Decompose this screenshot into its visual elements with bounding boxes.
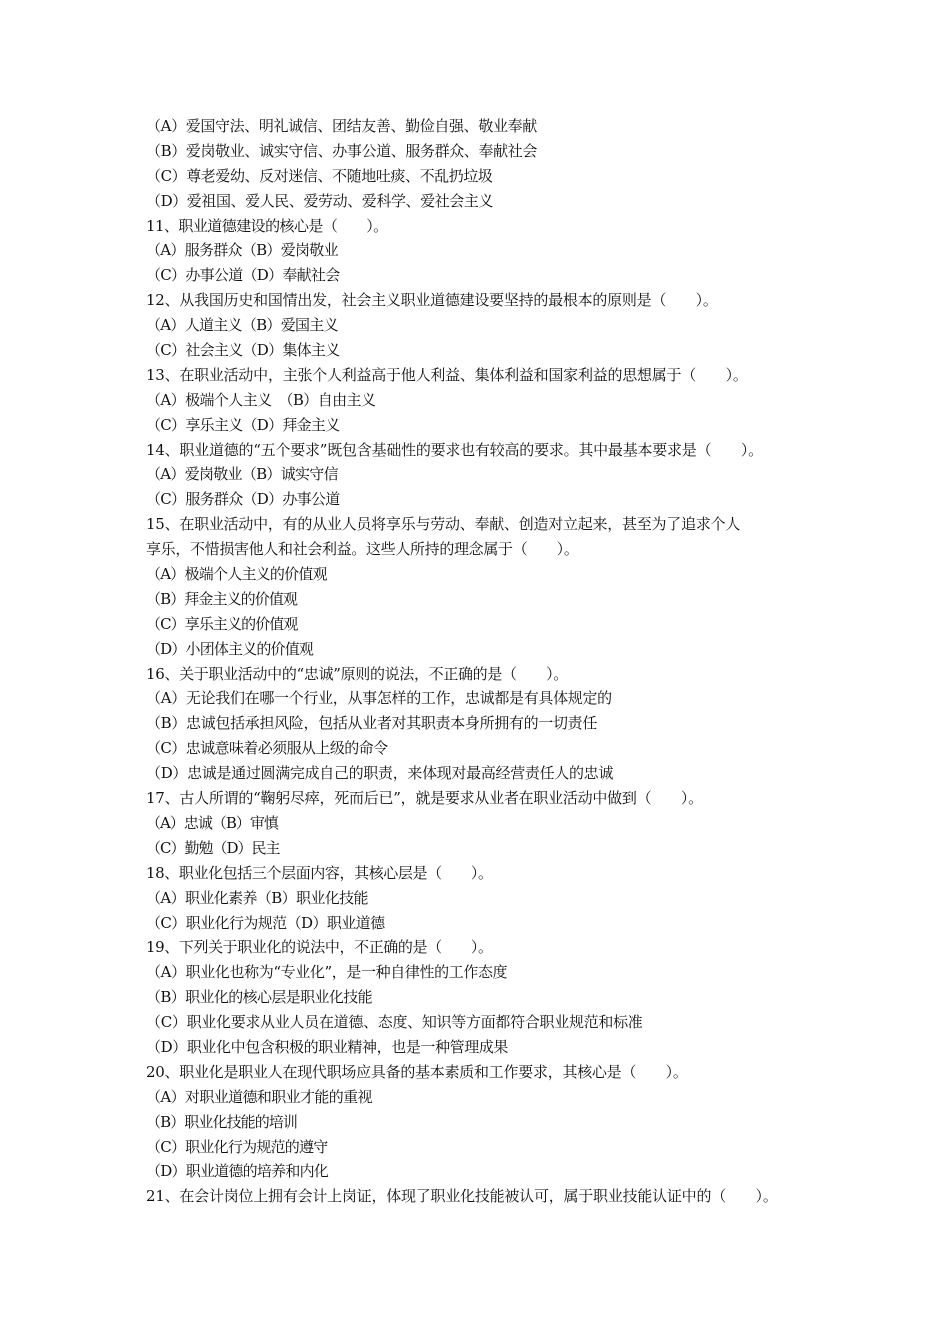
text-line: （A）职业化也称为“专业化”，是一种自律性的工作态度 — [146, 963, 508, 982]
text-line: （A）爱国守法、明礼诚信、团结友善、勤俭自强、敬业奉献 — [146, 117, 537, 135]
text-line: （D）忠诚是通过圆满完成自己的职责，来体现对最高经营责任人的忠诚 — [146, 764, 614, 783]
text-line: （D）职业道德的培养和内化 — [146, 1162, 329, 1181]
document-body — [146, 114, 826, 1209]
text-line: （C）忠诚意味着必须服从上级的命令 — [146, 739, 388, 758]
text-line: （B）职业化技能的培训 — [146, 1112, 298, 1131]
text-line: （C）享乐主义（D）拜金主义 — [146, 415, 340, 434]
text-line: 享乐，不惜损害他人和社会利益。这些人所持的理念属于（ ）。 — [146, 540, 579, 559]
text-line: （D）爱祖国、爱人民、爱劳动、爱科学、爱社会主义 — [146, 191, 494, 210]
text-line: （B）爱岗敬业、诚实守信、办事公道、服务群众、奉献社会 — [146, 141, 538, 160]
text-line: （A）服务群众（B）爱岗敬业 — [146, 241, 338, 260]
text-line: （C）社会主义（D）集体主义 — [146, 341, 340, 360]
text-line: （A）极端个人主义 （B）自由主义 — [146, 390, 376, 409]
text-line: （A）忠诚（B）审慎 — [146, 813, 278, 832]
text-line: （C）勤勉（D）民主 — [146, 838, 280, 857]
text-line: （A）爱岗敬业（B）诚实守信 — [146, 465, 338, 484]
text-line: （D）小团体主义的价值观 — [146, 639, 314, 658]
text-line: 12、从我国历史和国情出发，社会主义职业道德建设要坚持的最根本的原则是（ ）。 — [146, 291, 718, 310]
text-line: （C）职业化要求从业人员在道德、态度、知识等方面都符合职业规范和标准 — [146, 1013, 643, 1032]
text-line: （C）办事公道（D）奉献社会 — [146, 266, 340, 285]
text-line: 20、职业化是职业人在现代职场应具备的基本素质和工作要求，其核心是（ ）。 — [146, 1062, 688, 1081]
text-line: 16、关于职业活动中的“忠诚”原则的说法，不正确的是（ ）。 — [146, 664, 568, 683]
text-line: （B）拜金主义的价值观 — [146, 589, 298, 608]
text-line: 13、在职业活动中，主张个人利益高于他人利益、集体利益和国家利益的思想属于（ ）。 — [146, 365, 748, 384]
text-line: （B）忠诚包括承担风险，包括从业者对其职责本身所拥有的一切责任 — [146, 714, 598, 733]
text-line: （A）无论我们在哪一个行业，从事怎样的工作，忠诚都是有具体规定的 — [146, 689, 612, 708]
text-line: 19、下列关于职业化的说法中，不正确的是（ ）。 — [146, 938, 493, 957]
text-line: 14、职业道德的“五个要求”既包含基础性的要求也有较高的要求。其中最基本要求是（ ）。 — [146, 440, 763, 459]
text-line: （D）职业化中包含积极的职业精神，也是一种管理成果 — [146, 1037, 509, 1056]
text-line: （A）人道主义（B）爱国主义 — [146, 316, 338, 335]
text-line: （B）职业化的核心层是职业化技能 — [146, 988, 373, 1007]
text-line: （C）职业化行为规范的遵守 — [146, 1137, 328, 1156]
text-line: （C）服务群众（D）办事公道 — [146, 490, 340, 509]
text-line: （A）对职业道德和职业才能的重视 — [146, 1087, 372, 1106]
text-line: （C）职业化行为规范（D）职业道德 — [146, 913, 385, 932]
text-line: 18、职业化包括三个层面内容，其核心层是（ ）。 — [146, 863, 493, 882]
text-line: 15、在职业活动中，有的从业人员将享乐与劳动、奉献、创造对立起来，甚至为了追求个人 — [146, 515, 741, 534]
text-line: （C）享乐主义的价值观 — [146, 614, 298, 633]
text-line: 17、古人所谓的“鞠躬尽瘁，死而后已”，就是要求从业者在职业活动中做到（ ）。 — [146, 789, 703, 808]
text-line: 21、在会计岗位上拥有会计上岗证，体现了职业化技能被认可，属于职业技能认证中的（ ）。 — [146, 1187, 778, 1206]
text-line: 11、职业道德建设的核心是（ ）。 — [146, 216, 388, 235]
text-line: （A）极端个人主义的价值观 — [146, 565, 327, 584]
text-line: （A）职业化素养（B）职业化技能 — [146, 888, 368, 907]
text-line: （C）尊老爱幼、反对迷信、不随地吐痰、不乱扔垃圾 — [146, 166, 493, 185]
